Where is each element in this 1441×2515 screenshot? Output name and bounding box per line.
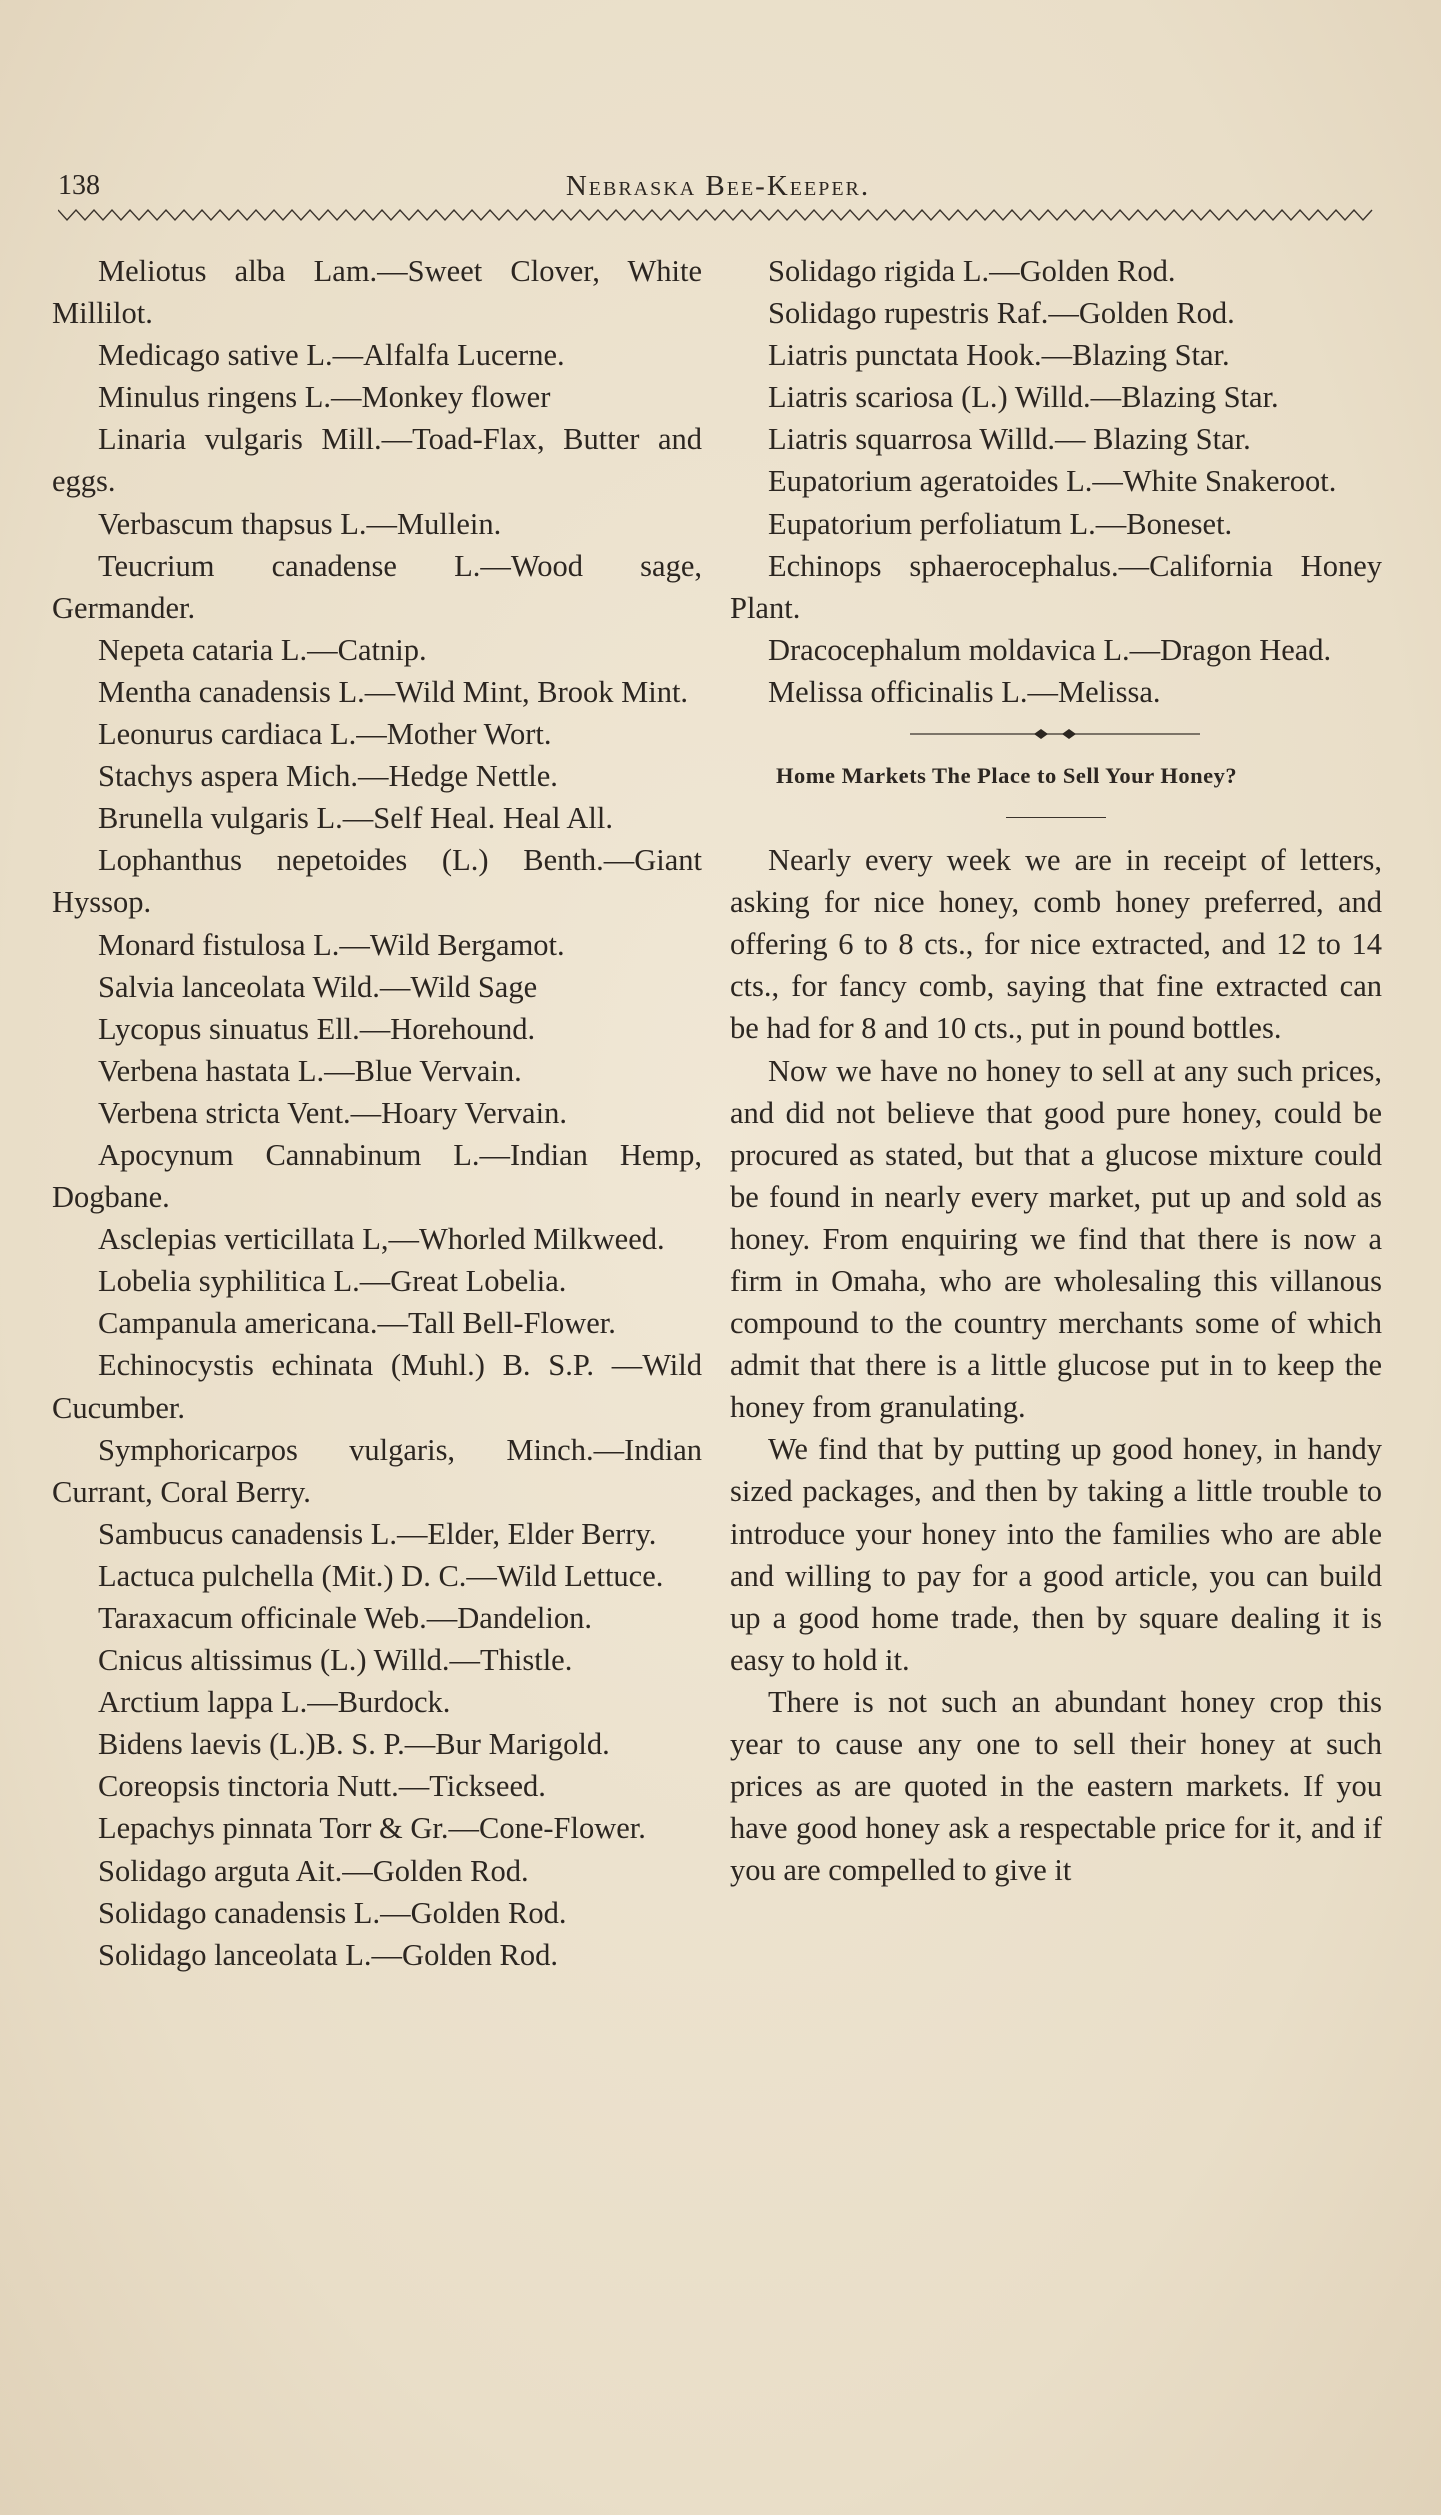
left-column <box>52 250 702 1976</box>
plant-entry: Verbascum thapsus L.—Mullein. <box>98 506 502 541</box>
plant-entry: Leonurus cardiaca L.—Mother Wort. <box>98 717 552 752</box>
plant-entry: Brunella vulgaris L.—Self Heal. Heal All. <box>98 801 613 836</box>
plant-entry: Coreopsis tinctoria Nutt.—Tickseed. <box>98 1769 546 1804</box>
right-column <box>730 250 1382 1891</box>
plant-entry: Eupatorium perfoliatum L.—Boneset. <box>768 506 1233 541</box>
plant-entry: Bidens laevis (L.)B. S. P.—Bur Marigold. <box>98 1727 610 1762</box>
article-paragraph: Now we have no honey to sell at any such prices, and did not believe that good pure honey, could be procured as stated, but that a glucose mixture could be found in nearly every market, put up and sold as honey. From enquiring we find that there is now a firm in Omaha, who are wholesaling this villanous compound to the country merchants some of which admit that there is a little glucose put in to keep the honey from granulating. <box>730 1053 1382 1425</box>
plant-entry: Liatris squarrosa Willd.— Blazing Star. <box>768 422 1251 457</box>
plant-entry: Nepeta cataria L.—Catnip. <box>98 632 427 667</box>
plant-entry: Cnicus altissimus (L.) Willd.—Thistle. <box>98 1643 573 1678</box>
ornamental-separator <box>730 713 1382 755</box>
plant-entry: Taraxacum officinale Web.—Dandelion. <box>98 1601 592 1635</box>
running-title: Nebraska Bee-Keeper. <box>565 170 871 202</box>
plant-entry: Teucrium canadense L.—Wood sage, Germander. <box>52 548 702 625</box>
plant-entry: Sambucus canadensis L.—Elder, Elder Berry. <box>98 1516 657 1551</box>
plant-entry: Liatris punctata Hook.—Blazing Star. <box>768 338 1230 373</box>
plant-entry: Medicago sative L.—Alfalfa Lucerne. <box>98 338 565 373</box>
plant-entry: Solidago canadensis L.—Golden Rod. <box>98 1895 567 1930</box>
plant-entry: Dracocephalum moldavica L.—Dragon Head. <box>768 632 1332 667</box>
plant-entry: Stachys aspera Mich.—Hedge Nettle. <box>98 759 558 794</box>
plant-entry: Eupatorium ageratoides L.—White Snakeroot. <box>768 464 1337 499</box>
plant-entry: Solidago rupestris Raf.—Golden Rod. <box>768 296 1235 331</box>
plant-entry: Lepachys pinnata Torr & Gr.—Cone-Flower. <box>98 1811 646 1846</box>
article-paragraph: Nearly every week we are in receipt of letters, asking for nice honey, comb honey preferred, and offering 6 to 8 cts., for nice extracted, and 12 to 14 cts., for fancy comb, saying that fine extracted can be had for 8 and 10 cts., put in pound bottles. <box>730 843 1382 1046</box>
plant-entry: Solidago rigida L.—Golden Rod. <box>768 254 1176 288</box>
page-number: 138 <box>58 170 100 201</box>
article-paragraph: We find that by putting up good honey, in handy sized packages, and then by taking a little trouble to introduce your honey into the families who are able and willing to pay for a good article, you can build up a good home trade, then by square dealing it is easy to hold it. <box>730 1432 1382 1677</box>
plant-entry: Monard fistulosa L.—Wild Bergamot. <box>98 927 565 962</box>
plant-entry: Arctium lappa L.—Burdock. <box>98 1685 451 1720</box>
plant-entry: Meliotus alba Lam.—Sweet Clover, White Millilot. <box>52 254 702 331</box>
article-paragraph: There is not such an abundant honey crop this year to cause any one to sell their honey at such prices as are quoted in the eastern markets. If you have good honey ask a respectable price for it, and if you are compelled to give it <box>730 1684 1382 1888</box>
plant-entry: Lycopus sinuatus Ell.—Horehound. <box>98 1011 536 1046</box>
plant-entry: Melissa officinalis L.—Melissa. <box>768 674 1161 709</box>
plant-entry: Minulus ringens L.—Monkey flower <box>98 380 551 415</box>
page-header <box>58 170 1378 206</box>
plant-entry: Lobelia syphilitica L.—Great Lobelia. <box>98 1264 567 1299</box>
plant-entry: Mentha canadensis L.—Wild Mint, Brook Mint. <box>98 674 689 709</box>
plant-entry: Symphoricarpos vulgaris, Minch.—Indian Currant, Coral Berry. <box>52 1432 702 1509</box>
plant-entry: Apocynum Cannabinum L.—Indian Hemp, Dogbane. <box>52 1137 702 1215</box>
decorative-zigzag-rule <box>58 208 1378 222</box>
plant-entry: Echinocystis echinata (Muhl.) B. S.P. —Wild Cucumber. <box>52 1348 702 1425</box>
plant-entry: Asclepias verticillata L,—Whorled Milkweed. <box>98 1222 665 1257</box>
plant-entry: Verbena hastata L.—Blue Vervain. <box>98 1053 522 1088</box>
plant-entry: Linaria vulgaris Mill.—Toad-Flax, Butter and eggs. <box>52 422 702 499</box>
title-underline <box>730 797 1382 839</box>
plant-entry: Verbena stricta Vent.—Hoary Vervain. <box>98 1095 567 1130</box>
article-title: Home Markets The Place to Sell Your Honey? <box>776 763 1238 789</box>
plant-entry: Solidago lanceolata L.—Golden Rod. <box>98 1937 558 1972</box>
plant-entry: Lactuca pulchella (Mit.) D. C.—Wild Lettuce. <box>98 1558 664 1593</box>
plant-entry: Solidago arguta Ait.—Golden Rod. <box>98 1853 529 1888</box>
plant-entry: Liatris scariosa (L.) Willd.—Blazing Star. <box>768 380 1279 415</box>
plant-entry: Lophanthus nepetoides (L.) Benth.—Giant Hyssop. <box>52 843 702 920</box>
plant-entry: Salvia lanceolata Wild.—Wild Sage <box>98 969 538 1004</box>
plant-entry: Echinops sphaerocephalus.—California Honey Plant. <box>730 548 1382 625</box>
plant-entry: Campanula americana.—Tall Bell-Flower. <box>98 1306 616 1341</box>
